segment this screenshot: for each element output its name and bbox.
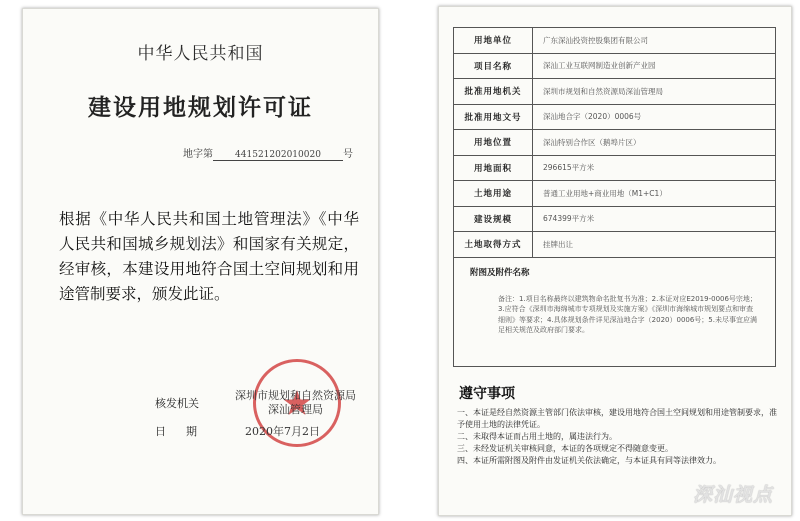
rule-item: 四、本证所需附图及附件由发证机关依法确定，与本证具有同等法律效力。 xyxy=(457,456,721,465)
rules-title: 遵守事项 xyxy=(459,386,515,402)
row-value: 296615平方米 xyxy=(543,163,595,173)
certificate-number-line xyxy=(183,145,353,161)
row-key: 批准用地机关 xyxy=(454,79,533,104)
row-value: 深圳市规划和自然资源局深汕管理局 xyxy=(543,86,663,96)
row-key: 土地取得方式 xyxy=(454,232,533,257)
number-suffix: 号 xyxy=(343,149,353,160)
rule-item: 三、未经发证机关审核同意，本证的各项规定不得随意变更。 xyxy=(457,444,673,453)
row-key: 用地位置 xyxy=(454,130,533,155)
country-heading: 中华人民共和国 xyxy=(137,44,264,64)
row-value: 挂牌出让 xyxy=(543,239,573,249)
rules-list xyxy=(457,407,782,467)
certificate-title: 建设用地规划许可证 xyxy=(88,95,313,121)
row-key: 用地面积 xyxy=(454,156,533,181)
table-row xyxy=(453,27,776,54)
table-row xyxy=(453,207,776,233)
table-row xyxy=(453,105,776,131)
row-key: 项目名称 xyxy=(454,54,533,79)
rule-item: 二、未取得本证而占用土地的，属违法行为。 xyxy=(457,432,617,441)
row-value: 深汕工业互联网制造业创新产业园 xyxy=(543,61,656,71)
table-row xyxy=(453,79,776,105)
row-key: 建设规模 xyxy=(454,207,533,232)
source-watermark: 深汕视点 xyxy=(692,484,773,506)
row-key: 用地单位 xyxy=(454,28,533,53)
row-value: 深汕地合字（2020）0006号 xyxy=(543,112,642,122)
issuer-label: 核发机关 xyxy=(155,397,199,410)
table-row xyxy=(453,130,776,156)
date-value: 2020年7月2日 xyxy=(245,425,320,438)
certificate-number: 441521202010020 xyxy=(213,150,343,161)
row-value: 深汕特别合作区（鹅埠片区） xyxy=(543,137,641,147)
date-label: 日期 xyxy=(155,425,217,438)
table-row xyxy=(453,54,776,80)
rule-item: 一、本证是经自然资源主管部门依法审核，建设用地符合国土空间规划和用途管制要求，准予使用土地的法律凭证。 xyxy=(457,408,777,429)
permit-front-page xyxy=(22,8,379,515)
remarks-text: 备注：1.项目名称最终以建筑物命名批复书为准；2.本证对应E2019-0006号宗地；3.应符合《深圳市海绵城市专项规划及实施方案》《深圳市海绵城市规划要点和审查细则》等要求；4.具体规划条件详见深汕地合字（2020）0006号；5.未尽事宜应满足相关规范及政府部门要求。 xyxy=(498,294,757,334)
attachments-section xyxy=(453,258,776,367)
permit-back-page xyxy=(438,6,792,516)
table-row xyxy=(453,232,776,258)
table-row xyxy=(453,156,776,182)
row-value: 普通工业用地+商业用地（M1+C1） xyxy=(543,188,667,198)
row-key: 批准用地文号 xyxy=(454,105,533,130)
row-key: 土地用途 xyxy=(454,181,533,206)
permit-info-table xyxy=(453,27,776,367)
attachments-label: 附图及附件名称 xyxy=(470,267,530,278)
row-value: 广东深汕投资控股集团有限公司 xyxy=(543,35,648,45)
issuer-value: 深圳市规划和自然资源局深汕管理局 xyxy=(235,389,356,416)
row-value: 674399平方米 xyxy=(543,214,595,224)
certificate-body-text: 根据《中华人民共和国土地管理法》《中华人民共和国城乡规划法》和国家有关规定，经审核，本建设用地符合国土空间规划和用途管制要求，颁发此证。 xyxy=(59,210,359,303)
table-row xyxy=(453,181,776,207)
number-prefix: 地字第 xyxy=(183,149,213,160)
